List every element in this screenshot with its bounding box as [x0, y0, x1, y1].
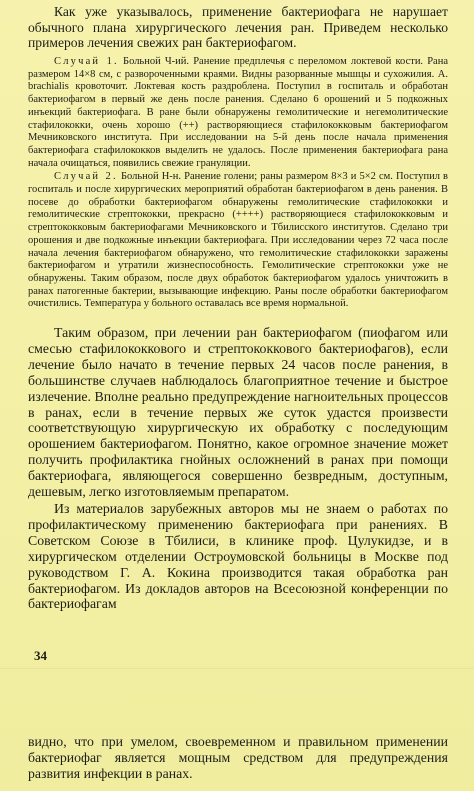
intro-paragraph: Как уже указывалось, применение бактериофага не нарушает обычного плана хирургического лечения ран. Приведем несколько примеров лечения свежих ран бактериофагом.	[28, 4, 448, 51]
next-page-text	[28, 734, 448, 782]
paragraph-1: Таким образом, при лечении ран бактериофагом (пиофагом или смесью стафилококкового и стрептококкового бактериофагов), если лечение было начато в течение первых 24 часов после ранения, в большинстве случаев наблюдалось благоприятное течение и быстрое излечение. Вполне реально предупреждение нагноительных процессов в ранах, если в течение первых же суток удастся произвести соответствующую хирургическую их обработку с последующим орошением бактериофагом. Понятно, какое огромное значение может получить профилактика гнойных осложнений в ранах при помощи бактериофага, являющегося совершенно безвредным, доступным, дешевым, легко изготовляемым препаратом.	[28, 325, 448, 500]
case-2-label: Случай 2.	[54, 171, 118, 183]
case-reports	[28, 56, 448, 312]
case-2	[28, 171, 448, 311]
intro-block	[28, 4, 448, 51]
page-divider	[0, 668, 474, 669]
footer-paragraph: видно, что при умелом, своевременном и правильном применении бактериофаг является мощным средством для предупреждения развития инфекции в ранах.	[28, 734, 448, 781]
main-text	[28, 325, 448, 612]
case-1	[28, 56, 448, 170]
paragraph-2: Из материалов зарубежных авторов мы не знаем о работах по профилактическому применению бактериофага при ранениях. В Советском Союзе в Тбилиси, в клинике проф. Цулукидзе, и в хирургическом отделении Остроумовской больницы в Москве под руководством Г. А. Кокина производится такая обработка ран бактериофагом. Из докладов авторов на Всесоюзной конференции по бактериофагам	[28, 500, 448, 612]
case-2-text: Больной Н-н. Ранение голени; раны размером 8×3 и 5×2 см. Поступил в госпиталь и после хирургических мероприятий обработан бактериофагом в день ранения. В посеве до обработки бактериофагом обнаружены гемолитические стафилококки и гемолитические стрептококки, прекрасно (++++) растворяющиеся стафилококковым и стрептококковым бактериофагами Мечниковского и Тбилисского институтов. Сделано три орошения и две подкожные инъекции бактериофага. При исследовании через 72 часа после начала лечения бактериофагом обнаружено, что гемолитические стафилококки заражены бактериофагом и утратили жизнеспособность. Гемолитические стрептококки уже не обнаружены. Таким образом, после двух обработок бактериофагом удалось уничтожить в ранах патогенные бактерии, вызывающие инфекцию. Раны после обработки бактериофагом очистились. Температура у больного оставалась все время нормальной.	[28, 171, 449, 310]
case-1-label: Случай 1.	[54, 56, 119, 67]
page-number: 34	[34, 648, 47, 663]
case-1-text: Больной Ч-ий. Ранение предплечья с переломом локтевой кости. Рана размером 14×8 см, с развороченными краями. Видны разорванные мышцы и сухожилия. A. brachialis кровоточит. Локтевая кость раздроблена. Поступил в госпиталь и обработан бактериофагом в первый же день после ранения. Сделано 6 орошений и 5 подкожных инъекций бактериофага. В ране были обнаружены гемолитические и негемолитические стафилококки, очень хорошо (++) растворяющиеся стафилококковым бактериофагом Мечниковского института. При исследовании на 5-й день после начала применения бактериофага стафилококков выделить не удалось. После применения бактериофага рана начала очищаться, появились свежие грануляции.	[28, 56, 448, 169]
